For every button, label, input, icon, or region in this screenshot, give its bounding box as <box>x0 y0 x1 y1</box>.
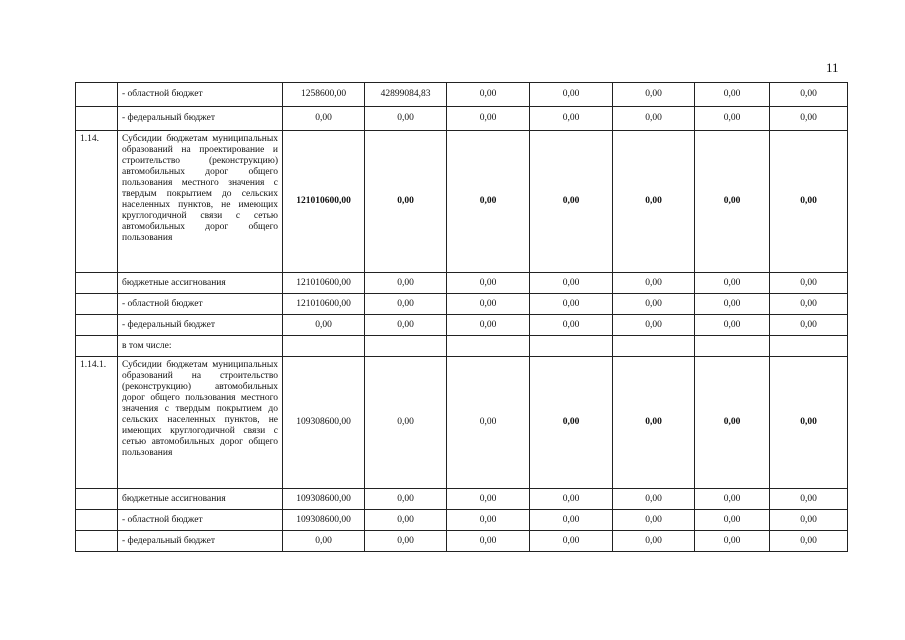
value-cell: 0,00 <box>447 273 530 294</box>
value-cell: 0,00 <box>695 83 770 107</box>
row-code <box>76 83 118 107</box>
row-label: - федеральный бюджет <box>118 315 283 336</box>
value-cell <box>613 336 695 357</box>
value-cell: 0,00 <box>447 357 530 489</box>
value-cell: 0,00 <box>613 357 695 489</box>
table-row <box>76 294 848 315</box>
value-cell: 0,00 <box>613 315 695 336</box>
value-cell: 0,00 <box>447 531 530 552</box>
value-cell: 0,00 <box>530 510 613 531</box>
value-cell <box>530 336 613 357</box>
value-cell: 0,00 <box>530 131 613 273</box>
row-label: - федеральный бюджет <box>118 107 283 131</box>
value-cell: 0,00 <box>613 510 695 531</box>
value-cell: 109308600,00 <box>283 489 365 510</box>
value-cell: 0,00 <box>283 107 365 131</box>
value-cell <box>365 336 447 357</box>
value-cell: 0,00 <box>695 531 770 552</box>
value-cell: 0,00 <box>283 531 365 552</box>
value-cell: 0,00 <box>530 357 613 489</box>
value-cell: 0,00 <box>770 357 848 489</box>
budget-table <box>75 82 848 552</box>
value-cell: 1258600,00 <box>283 83 365 107</box>
value-cell: 0,00 <box>613 273 695 294</box>
row-label: - областной бюджет <box>118 294 283 315</box>
value-cell: 0,00 <box>530 531 613 552</box>
value-cell: 0,00 <box>365 131 447 273</box>
value-cell <box>283 336 365 357</box>
value-cell: 0,00 <box>770 131 848 273</box>
row-code <box>76 336 118 357</box>
value-cell: 0,00 <box>365 315 447 336</box>
value-cell: 109308600,00 <box>283 357 365 489</box>
value-cell: 0,00 <box>770 510 848 531</box>
value-cell: 0,00 <box>770 531 848 552</box>
value-cell: 0,00 <box>695 273 770 294</box>
value-cell: 0,00 <box>695 131 770 273</box>
table-row <box>76 531 848 552</box>
row-code <box>76 315 118 336</box>
row-code <box>76 107 118 131</box>
value-cell: 0,00 <box>613 83 695 107</box>
value-cell: 0,00 <box>613 531 695 552</box>
table-row <box>76 336 848 357</box>
value-cell: 0,00 <box>695 357 770 489</box>
value-cell: 0,00 <box>365 510 447 531</box>
value-cell: 42899084,83 <box>365 83 447 107</box>
table-row <box>76 83 848 107</box>
value-cell: 0,00 <box>613 294 695 315</box>
row-code: 1.14. <box>76 131 118 273</box>
value-cell: 0,00 <box>365 489 447 510</box>
value-cell: 0,00 <box>283 315 365 336</box>
value-cell: 0,00 <box>447 131 530 273</box>
table-row <box>76 357 848 489</box>
row-label: бюджетные ассигнования <box>118 489 283 510</box>
value-cell: 0,00 <box>530 273 613 294</box>
value-cell: 0,00 <box>695 489 770 510</box>
table-row <box>76 315 848 336</box>
value-cell: 0,00 <box>447 107 530 131</box>
page-number: 11 <box>826 60 839 75</box>
row-label: Субсидии бюджетам муниципальных образований на строительство (реконструкцию) автомобильных дорог общего пользования местного значения с твердым покрытием до сельских населенных пунктов, не имеющих круглогодичной связи с сетью автомобильных дорог общего пользования <box>118 357 283 489</box>
row-label: - областной бюджет <box>118 83 283 107</box>
value-cell: 0,00 <box>695 510 770 531</box>
value-cell: 109308600,00 <box>283 510 365 531</box>
table-row <box>76 273 848 294</box>
table-row <box>76 131 848 273</box>
row-code <box>76 489 118 510</box>
value-cell: 121010600,00 <box>283 294 365 315</box>
row-code <box>76 510 118 531</box>
row-code <box>76 531 118 552</box>
value-cell <box>770 336 848 357</box>
value-cell: 0,00 <box>447 294 530 315</box>
value-cell: 121010600,00 <box>283 131 365 273</box>
value-cell: 0,00 <box>365 273 447 294</box>
value-cell <box>447 336 530 357</box>
value-cell: 0,00 <box>447 489 530 510</box>
value-cell: 0,00 <box>770 315 848 336</box>
row-label: - областной бюджет <box>118 510 283 531</box>
value-cell: 0,00 <box>770 489 848 510</box>
value-cell: 121010600,00 <box>283 273 365 294</box>
row-code <box>76 273 118 294</box>
value-cell: 0,00 <box>365 107 447 131</box>
value-cell: 0,00 <box>365 531 447 552</box>
row-label: Субсидии бюджетам муниципальных образований на проектирование и строительство (реконструкцию) автомобильных дорог общего пользования местного значения с твердым покрытием до сельских населенных пунктов, не имеющих круглогодичной связи с сетью автомобильных дорог общего пользования <box>118 131 283 273</box>
value-cell: 0,00 <box>365 357 447 489</box>
value-cell: 0,00 <box>365 294 447 315</box>
value-cell <box>695 336 770 357</box>
value-cell: 0,00 <box>530 83 613 107</box>
table-row <box>76 107 848 131</box>
row-code <box>76 294 118 315</box>
value-cell: 0,00 <box>530 294 613 315</box>
value-cell: 0,00 <box>530 315 613 336</box>
value-cell: 0,00 <box>447 315 530 336</box>
value-cell: 0,00 <box>695 107 770 131</box>
value-cell: 0,00 <box>613 107 695 131</box>
table-row <box>76 510 848 531</box>
value-cell: 0,00 <box>770 294 848 315</box>
row-label: бюджетные ассигнования <box>118 273 283 294</box>
row-label: в том числе: <box>118 336 283 357</box>
value-cell: 0,00 <box>447 83 530 107</box>
value-cell: 0,00 <box>530 489 613 510</box>
value-cell: 0,00 <box>695 315 770 336</box>
row-label: - федеральный бюджет <box>118 531 283 552</box>
value-cell: 0,00 <box>770 273 848 294</box>
value-cell: 0,00 <box>770 83 848 107</box>
value-cell: 0,00 <box>613 131 695 273</box>
value-cell: 0,00 <box>447 510 530 531</box>
value-cell: 0,00 <box>770 107 848 131</box>
table-row <box>76 489 848 510</box>
value-cell: 0,00 <box>613 489 695 510</box>
value-cell: 0,00 <box>530 107 613 131</box>
value-cell: 0,00 <box>695 294 770 315</box>
row-code: 1.14.1. <box>76 357 118 489</box>
